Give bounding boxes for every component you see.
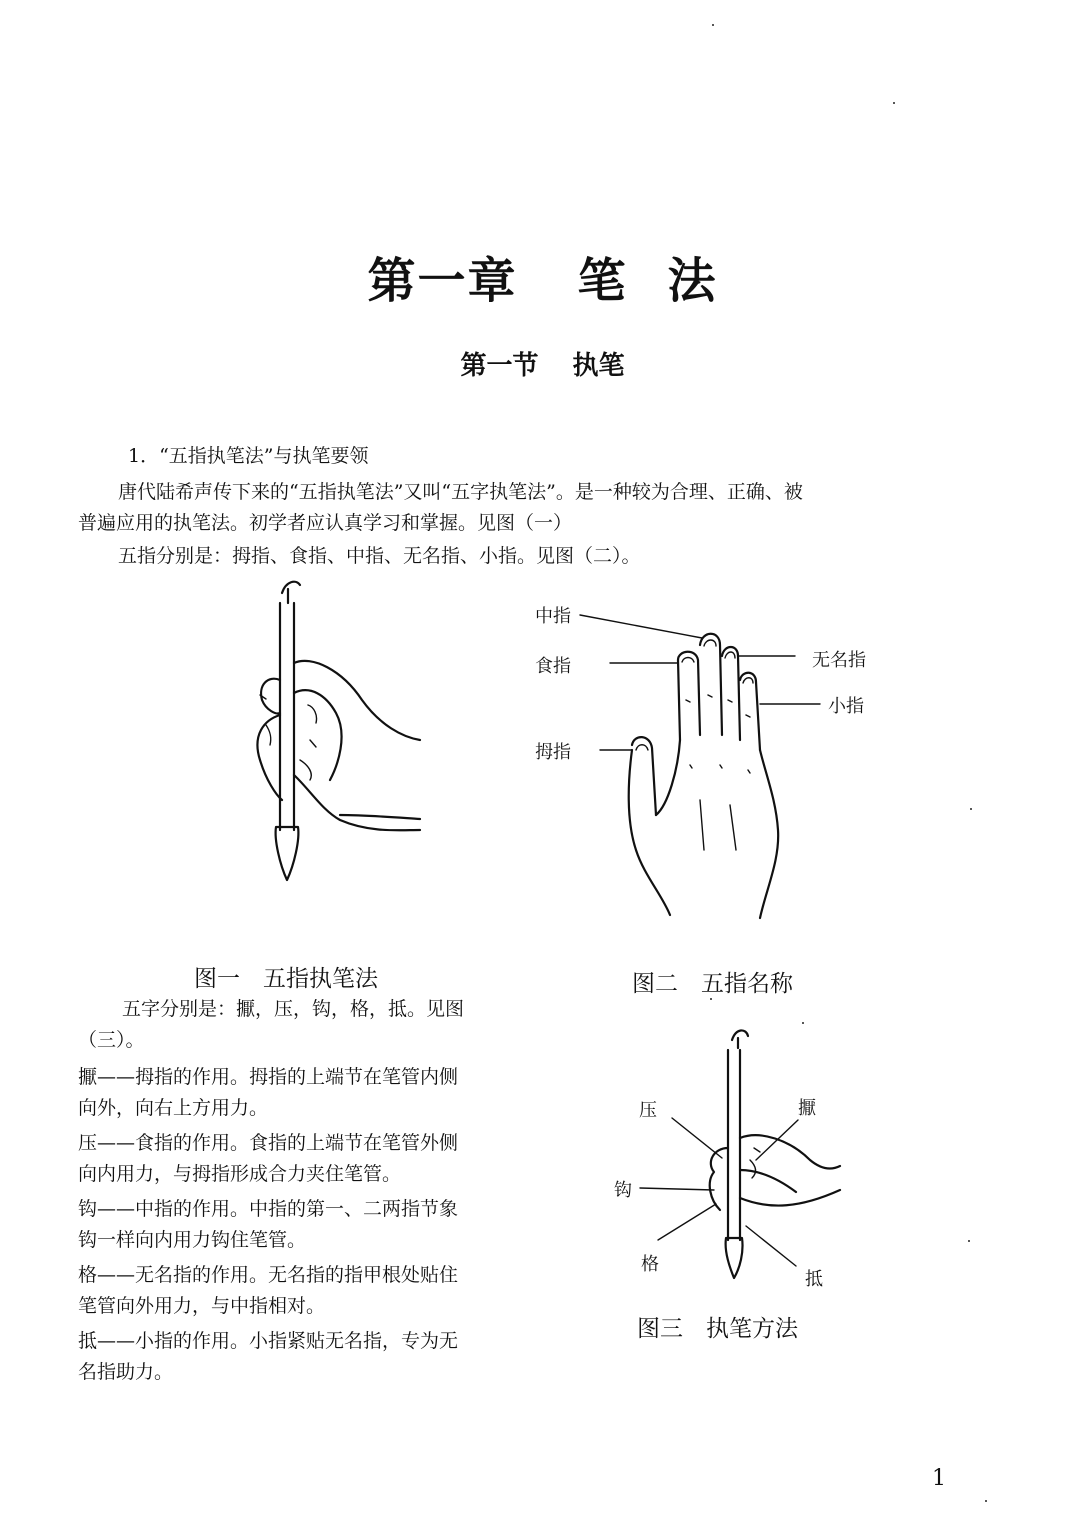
intro-line-3: 五指分别是：拇指、食指、中指、无名指、小指。见图（二）。 [118,545,641,567]
intro-line-2: 普遍应用的执笔法。初学者应认真学习和掌握。见图（一） [78,512,573,534]
page-number: 1 [932,1466,946,1491]
figure2-label-index-finger: 食指 [535,656,571,677]
chapter-title [0,242,1085,311]
section-number: 第一节 [460,351,539,381]
list-item-line-1: 压——食指的作用。食指的上端节在笔管外侧 [78,1132,459,1154]
figure3-label-gou: 钩 [614,1180,632,1201]
section-title [0,345,1085,382]
figure2-label-middle-finger: 中指 [535,606,571,627]
figure1-caption: 图一 五指执笔法 [194,966,378,992]
chapter-title-char-1: 笔 [577,253,628,309]
subheading: 1．“五指执笔法”与执笔要领 [128,445,369,467]
list-item [78,1194,528,1256]
list-item-line-2: 名指助力。 [78,1361,174,1383]
list-item [78,1326,528,1388]
list-item-line-2: 向内用力，与拇指形成合力夹住笔管。 [78,1163,402,1185]
chapter-title-char-2: 法 [667,253,718,309]
list-item-line-2: 钩一样向内用力钩住笔管。 [78,1229,307,1251]
list-item [78,1260,528,1322]
list-item-line-1: 抵——小指的作用。小指紧贴无名指，专为无 [78,1330,459,1352]
list-item-line-1: 格——无名指的作用。无名指的指甲根处贴住 [78,1264,459,1286]
figure3-label-ye: 擫 [798,1098,816,1119]
figure2-label-thumb: 拇指 [535,742,571,763]
figure2-label-ring-finger: 无名指 [812,650,866,671]
figure2-caption: 图二 五指名称 [632,971,793,997]
chapter-title-number: 第一章 [367,253,518,309]
list-item-line-1: 钩——中指的作用。中指的第一、二两指节象 [78,1198,459,1220]
figure3-label-ya: 压 [639,1100,657,1121]
list-item [78,1128,528,1190]
list-item [78,1062,528,1124]
section-name: 执笔 [572,351,625,381]
figure3-brush-grip [600,1020,860,1290]
five-chars-intro-line-1: 五字分别是：擫，压，钩，格，抵。见图 [122,998,465,1020]
list-item-line-1: 擫——拇指的作用。拇指的上端节在笔管内侧 [78,1066,459,1088]
figure3-label-di: 抵 [805,1269,823,1290]
figure3-caption: 图三 执笔方法 [637,1316,798,1342]
five-chars-list [78,1062,528,1388]
figure2-label-little-finger: 小指 [828,696,864,717]
list-item-line-2: 笔管向外用力，与中指相对。 [78,1295,326,1317]
figure3-label-ge: 格 [641,1254,659,1275]
five-chars-intro [78,994,528,1056]
figure1-hand-holding-brush [230,575,440,895]
five-chars-intro-line-2: （三）。 [78,1029,145,1051]
list-item-line-2: 向外，向右上方用力。 [78,1097,269,1119]
intro-line-1: 唐代陆希声传下来的“五指执笔法”又叫“五字执笔法”。是一种较为合理、正确、被 [118,481,803,503]
